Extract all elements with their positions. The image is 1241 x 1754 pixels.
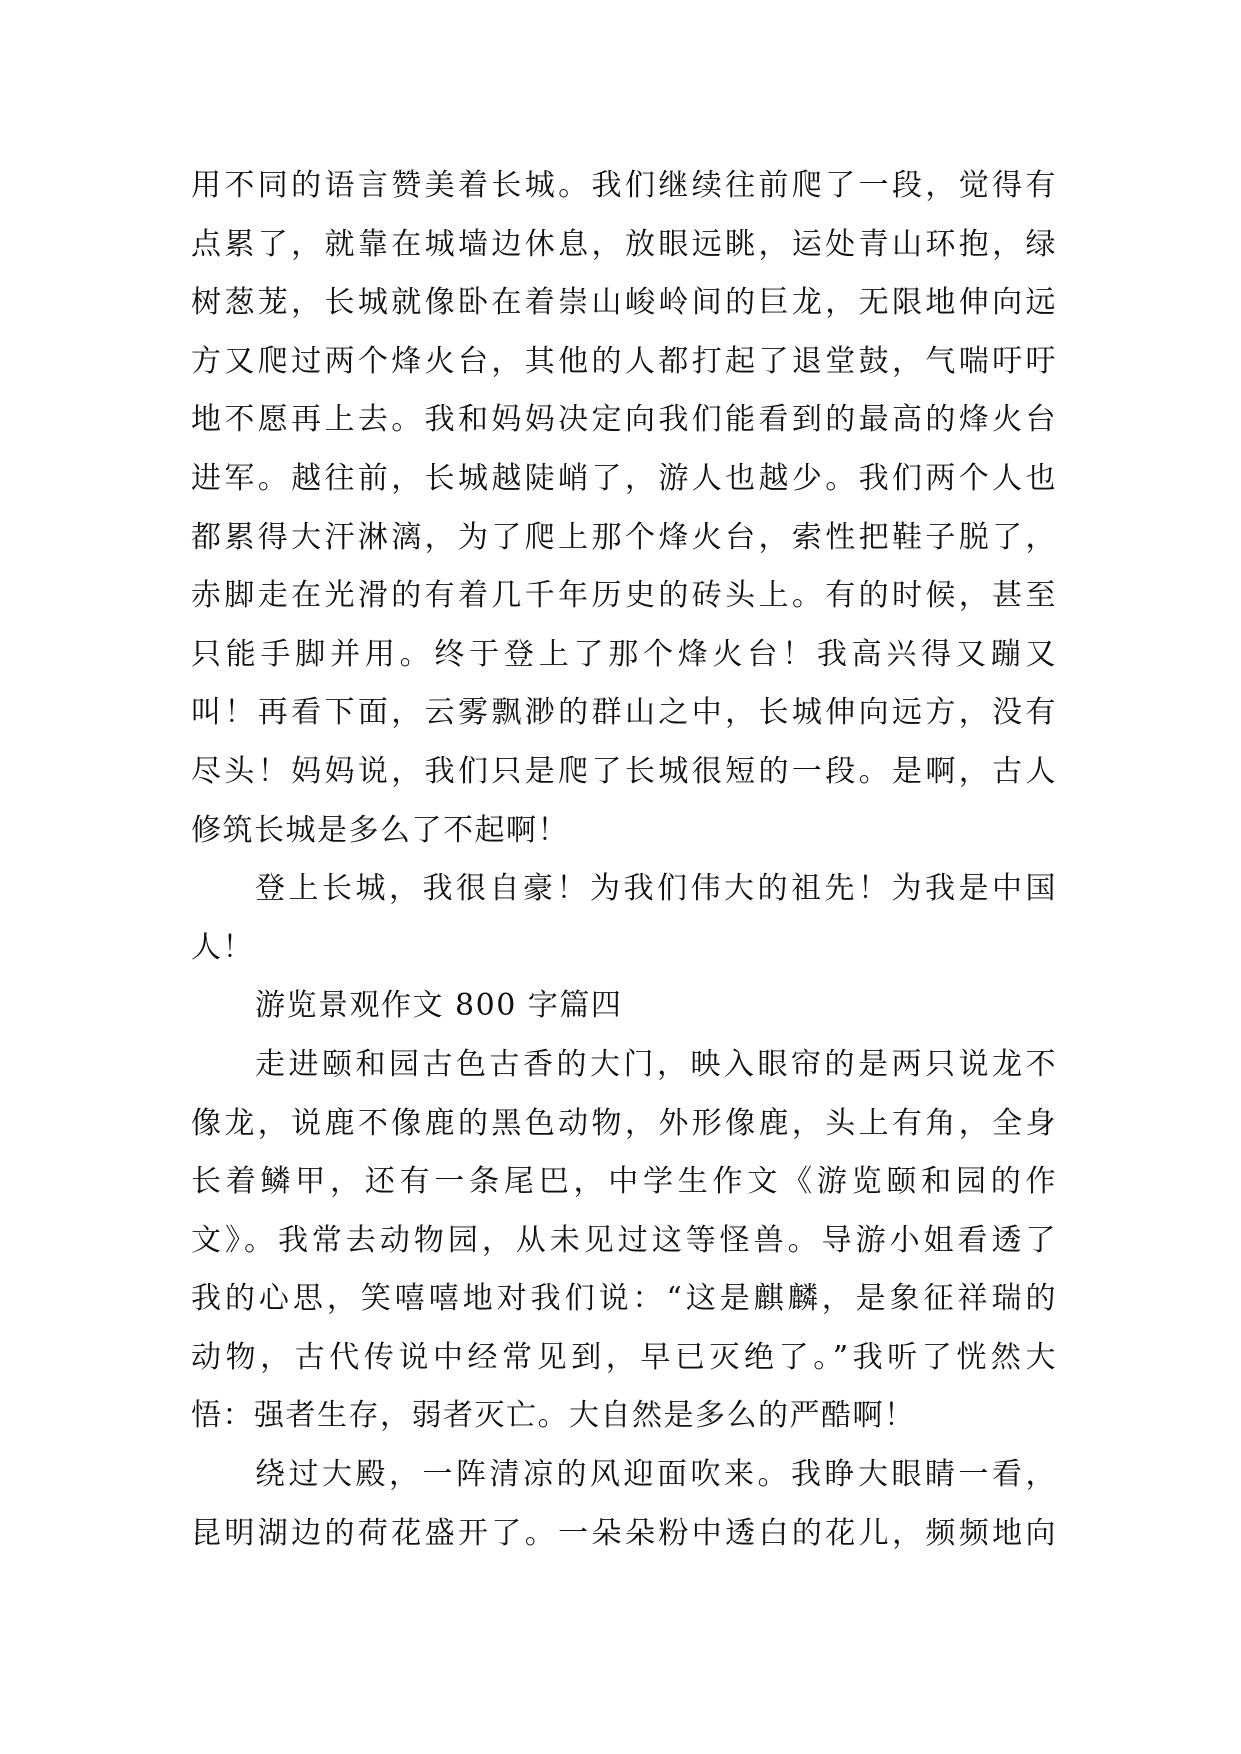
text-line: 地不愿再上去。我和妈妈决定向我们能看到的最高的烽火台 [191,402,1057,438]
text-line: 进军。越往前，长城越陡峭了，游人也越少。我们两个人也 [191,460,1057,496]
text-line: 昆明湖边的荷花盛开了。一朵朵粉中透白的花儿，频频地向 [191,1515,1057,1551]
text-line: 叫！再看下面，云雾飘渺的群山之中，长城伸向远方，没有 [191,695,1057,731]
text-line: 赤脚走在光滑的有着几千年历史的砖头上。有的时候，甚至 [191,578,1057,614]
text-line: 走进颐和园古色古香的大门，映入眼帘的是两只说龙不 [255,1046,1057,1082]
text-line: 用不同的语言赞美着长城。我们继续往前爬了一段，觉得有 [191,168,1057,203]
text-line: 方又爬过两个烽火台，其他的人都打起了退堂鼓，气喘吁吁 [191,343,1057,379]
text-line: 树葱茏，长城就像卧在着崇山峻岭间的巨龙，无限地伸向远 [191,285,1057,321]
text-line: 长着鳞甲，还有一条尾巴，中学生作文《游览颐和园的作 [191,1164,1057,1200]
text-line: 像龙，说鹿不像鹿的黑色动物，外形像鹿，头上有角，全身 [191,1105,1057,1141]
essay-body [191,157,1057,1563]
text-line: 登上长城，我很自豪！为我们伟大的祖先！为我是中国 [255,871,1057,907]
text-line: 人！ [191,929,254,965]
text-line: 文》。我常去动物园，从未见过这等怪兽。导游小姐看透了 [191,1222,1057,1258]
text-line: 点累了，就靠在城墙边休息，放眼远眺，运处青山环抱，绿 [191,226,1057,262]
text-line: 我的心思，笑嘻嘻地对我们说：“这是麒麟，是象征祥瑞的 [191,1281,1057,1317]
text-line: 绕过大殿，一阵清凉的风迎面吹来。我睁大眼睛一看， [255,1457,1057,1493]
text-line: 动物，古代传说中经常见到，早已灭绝了。”我听了恍然大 [191,1339,1057,1375]
text-line: 都累得大汗淋漓，为了爬上那个烽火台，索性把鞋子脱了， [191,519,1057,555]
section-heading: 游览景观作文 800 字篇四 [255,988,623,1024]
text-line: 尽头！妈妈说，我们只是爬了长城很短的一段。是啊，古人 [191,753,1057,789]
text-line: 修筑长城是多么了不起啊！ [191,812,569,848]
text-line: 只能手脚并用。终于登上了那个烽火台！我高兴得又蹦又 [191,636,1057,672]
text-line: 悟：强者生存，弱者灭亡。大自然是多么的严酷啊！ [191,1398,916,1434]
